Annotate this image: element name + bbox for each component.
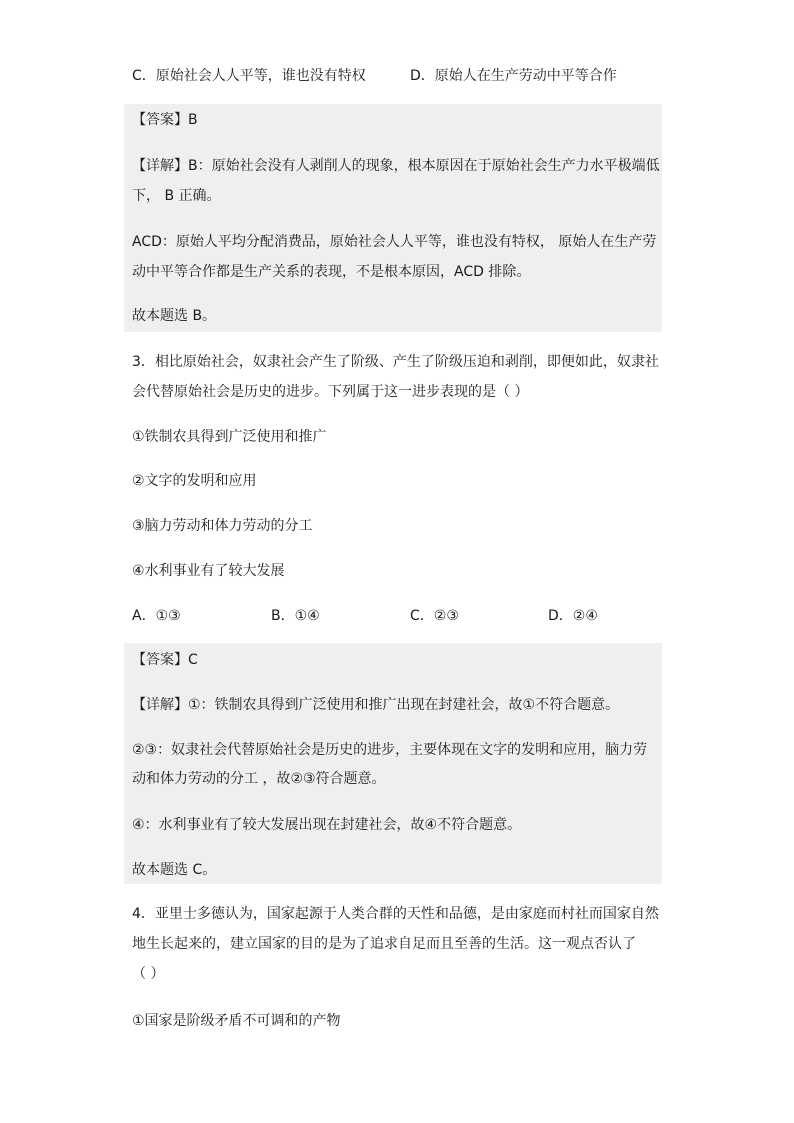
q3-detail-line-4: ④：水利事业有了较大发展出现在封建社会，故④不符合题意。 (132, 817, 522, 833)
q3-stem-line-1: 3．相比原始社会，奴隶社会产生了阶级、产生了阶级压迫和剥削，即便如此，奴隶社 (132, 354, 659, 370)
q3-detail-line-2: ②③：奴隶社会代替原始社会是历史的进步，主要体现在文字的发明和应用，脑力劳 (132, 742, 648, 758)
q2-option-d: D．原始人在生产劳动中平等合作 (410, 68, 617, 84)
q2-answer: 【答案】B (132, 112, 198, 128)
q4-item-1: ①国家是阶级矛盾不可调和的产物 (132, 1013, 341, 1029)
q3-item-1: ①铁制农具得到广泛使用和推广 (132, 429, 327, 445)
q4-stem-line-3: （ ） (132, 966, 165, 982)
q3-option-a: A．①③ (132, 608, 181, 624)
q3-item-2: ②文字的发明和应用 (132, 473, 257, 489)
q3-option-d: D．②④ (548, 608, 598, 624)
q3-detail-line-1: 【详解】①：铁制农具得到广泛使用和推广出现在封建社会，故①不符合题意。 (132, 697, 620, 713)
q2-detail-line-4: 动中平等合作都是生产关系的表现，不是根本原因，ACD 排除。 (132, 264, 531, 280)
q2-conclusion: 故本题选 B。 (132, 308, 217, 324)
q3-conclusion: 故本题选 C。 (132, 862, 217, 878)
q2-option-c: C．原始社会人人平等，谁也没有特权 (132, 68, 366, 84)
q3-answer: 【答案】C (132, 652, 198, 668)
q2-solution-block (124, 104, 662, 332)
q4-stem-line-2: 地生长起来的，建立国家的目的是为了追求自足而且至善的生活。这一观点否认了 (132, 936, 636, 952)
q3-option-c: C．②③ (410, 608, 459, 624)
q2-detail-line-1: 【详解】B：原始社会没有人剥削人的现象，根本原因在于原始社会生产力水平极端低 (132, 158, 660, 174)
q3-option-b: B．①④ (271, 608, 320, 624)
q3-item-3: ③脑力劳动和体力劳动的分工 (132, 518, 313, 534)
q2-detail-line-2: 下， B 正确。 (132, 188, 221, 204)
q4-stem-line-1: 4．亚里士多德认为，国家起源于人类合群的天性和品德，是由家庭而村社而国家自然 (132, 906, 659, 922)
q3-detail-line-3: 动和体力劳动的分工 ，故②③符合题意。 (132, 771, 386, 787)
q3-stem-line-2: 会代替原始社会是历史的进步。下列属于这一进步表现的是（ ） (132, 384, 529, 400)
q2-detail-line-3: ACD：原始人平均分配消费品，原始社会人人平等，谁也没有特权， 原始人在生产劳 (132, 234, 657, 250)
q3-item-4: ④水利事业有了较大发展 (132, 563, 285, 579)
q3-solution-block (124, 643, 662, 884)
